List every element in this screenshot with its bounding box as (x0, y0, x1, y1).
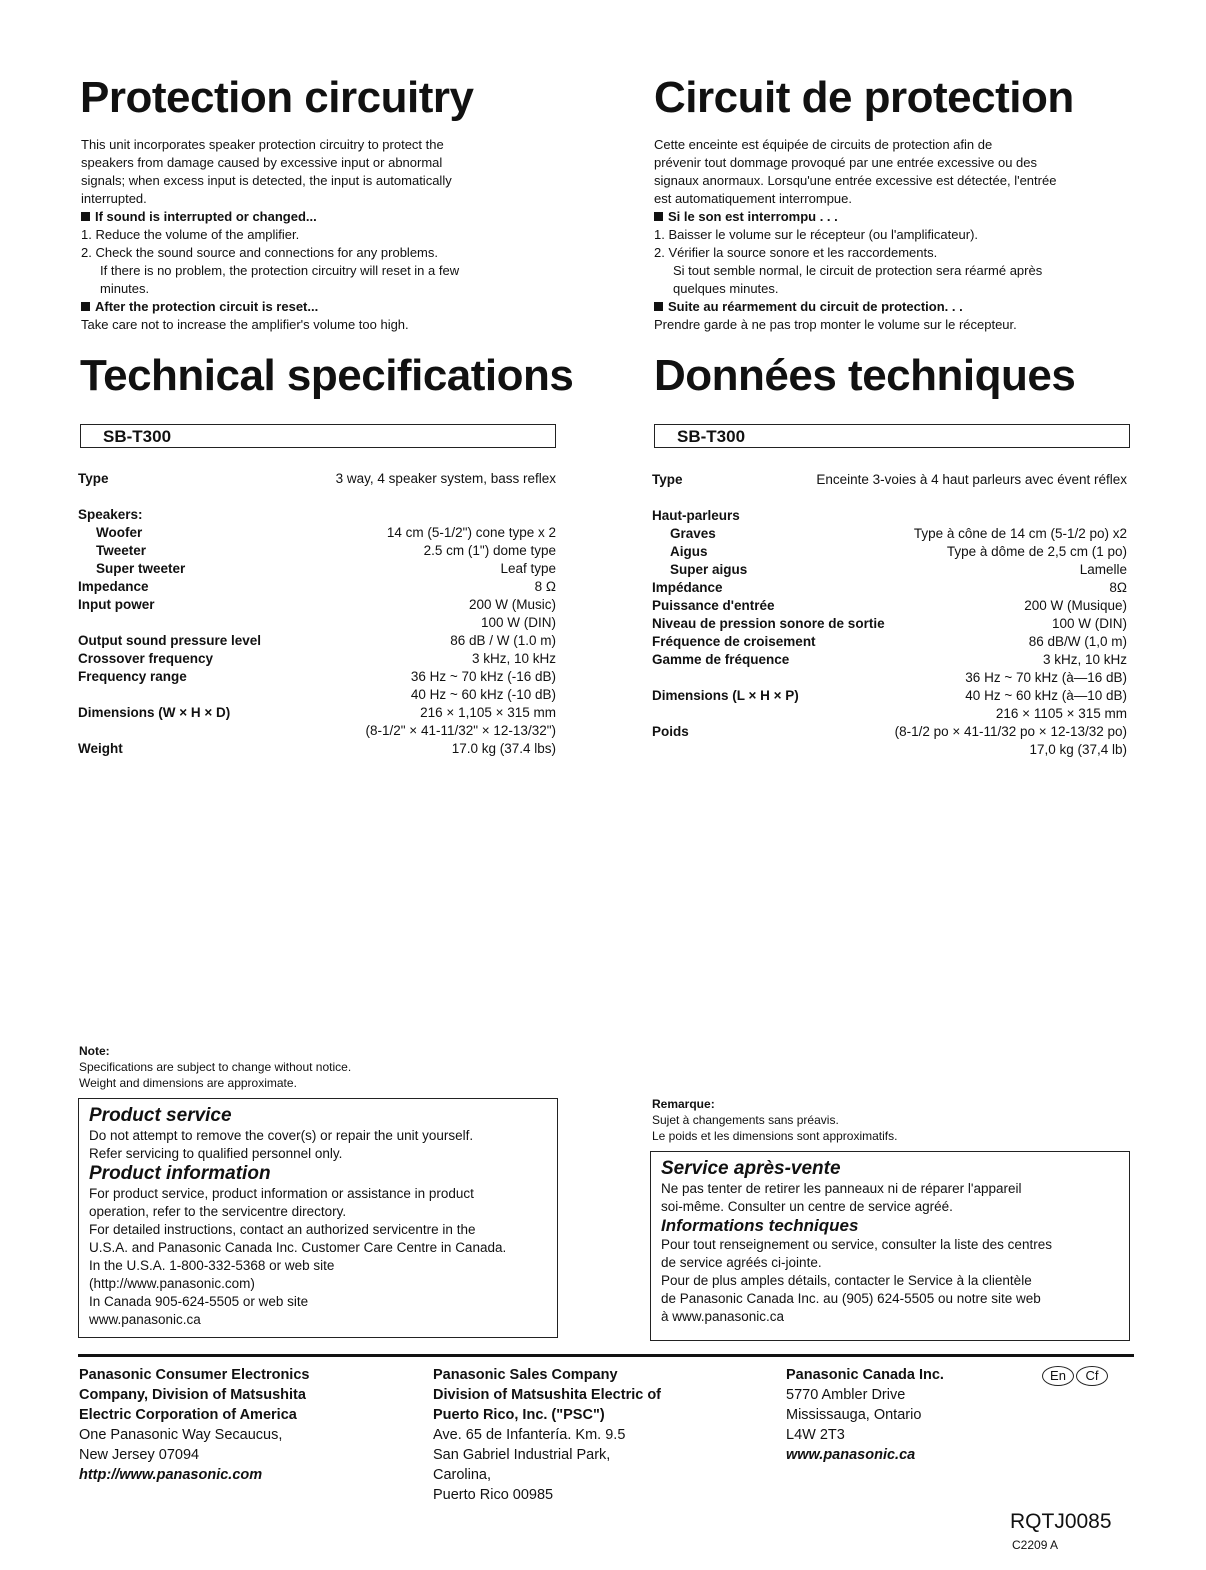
spec-row: Fréquence de croisement 86 dB/W (1,0 m) (652, 634, 1127, 649)
address-line: Ave. 65 de Infantería. Km. 9.5 (433, 1427, 626, 1443)
step-line: 1. Baisser le volume sur le récepteur (ou l'amplificateur). (654, 227, 979, 242)
info-line: operation, refer to the servicentre directory. (89, 1204, 347, 1219)
spec-row: Gamme de fréquence 3 kHz, 10 kHz (652, 652, 1127, 667)
address-line: 5770 Ambler Drive (786, 1387, 906, 1403)
step-line: minutes. (100, 281, 150, 296)
model-box-en: SB-T300 (80, 424, 556, 448)
website-link[interactable]: http://www.panasonic.com (79, 1467, 263, 1483)
french-canadian-badge-icon: Cf (1076, 1366, 1108, 1386)
specs-title-fr: Données techniques (654, 351, 1076, 400)
spec-row: Weight 17.0 kg (37.4 lbs) (78, 741, 556, 756)
spec-row: Frequency range 36 Hz ~ 70 kHz (-16 dB) (78, 669, 556, 684)
spec-table-en (78, 470, 556, 758)
language-badges (1040, 1366, 1108, 1386)
spec-row: Output sound pressure level 86 dB / W (1.0 m) (78, 633, 556, 648)
intro-line: est automatiquement interrompue. (654, 191, 852, 206)
company-name-line: Puerto Rico, Inc. ("PSC") (433, 1407, 605, 1423)
spec-row: 216 × 1105 × 315 mm (995, 706, 1127, 721)
info-line: de service agréés ci-jointe. (661, 1255, 822, 1270)
note-line: Le poids et les dimensions sont approximatifs. (652, 1129, 898, 1143)
step-line: 2. Check the sound source and connections for any problems. (81, 245, 438, 260)
spec-row: Super aigus Lamelle (670, 562, 1127, 577)
intro-line: Cette enceinte est équipée de circuits de protection afin de (654, 137, 993, 152)
info-title: Product information (89, 1163, 271, 1184)
bullet-square-icon (81, 302, 90, 311)
service-line: soi-même. Consulter un centre de service agréé. (661, 1199, 953, 1214)
spec-row: Woofer 14 cm (5-1/2") cone type x 2 (96, 525, 556, 540)
bullet-square-icon (654, 212, 663, 221)
note-en (79, 1043, 559, 1091)
spec-row: Impédance 8Ω (652, 580, 1127, 595)
step-line: Si tout semble normal, le circuit de protection sera réarmé après (673, 263, 1043, 278)
note-line: Specifications are subject to change without notice. (79, 1060, 352, 1074)
service-line: Refer servicing to qualified personnel only. (89, 1146, 343, 1161)
spec-row: 17,0 kg (37,4 lb) (1029, 742, 1127, 757)
protection-section-fr (654, 136, 1132, 334)
address-line: New Jersey 07094 (79, 1447, 200, 1463)
step-line: 2. Vérifier la source sonore et les raccordements. (654, 245, 938, 260)
footer-address-usa (79, 1365, 409, 1485)
info-line: U.S.A. and Panasonic Canada Inc. Customer Care Centre in Canada. (89, 1240, 507, 1255)
service-line: Ne pas tenter de retirer les panneaux ni de réparer l'appareil (661, 1181, 1022, 1196)
spec-row: Graves Type à cône de 14 cm (5-1/2 po) x2 (670, 526, 1127, 541)
info-title: Informations techniques (661, 1216, 859, 1235)
intro-line: interrupted. (81, 191, 147, 206)
specs-title-en: Technical specifications (80, 351, 574, 400)
footer-address-puerto-rico (433, 1365, 763, 1505)
spec-row: 40 Hz ~ 60 kHz (-10 dB) (410, 687, 556, 702)
service-title: Service après-vente (661, 1158, 841, 1179)
step-line: quelques minutes. (673, 281, 779, 296)
info-line: Pour tout renseignement ou service, consulter la liste des centres (661, 1237, 1052, 1252)
spec-row: Poids (8-1/2 po × 41-11/32 po × 12-13/32 po) (652, 724, 1127, 739)
spec-row: Dimensions (W × H × D) 216 × 1,105 × 315 mm (78, 705, 556, 720)
protection-title-fr: Circuit de protection (654, 73, 1074, 122)
spec-row: Speakers: (78, 507, 143, 522)
intro-line: This unit incorporates speaker protection circuitry to protect the (81, 137, 444, 152)
intro-line: speakers from damage caused by excessive input or abnormal (81, 155, 443, 170)
footer-address-canada (786, 1365, 1016, 1465)
note-label: Note: (79, 1044, 110, 1058)
step-line: 1. Reduce the volume of the amplifier. (81, 227, 300, 242)
spec-row: Haut-parleurs (652, 508, 740, 523)
address-line: Carolina, (433, 1467, 492, 1483)
spec-table-fr (652, 471, 1127, 759)
after-reset-text: Take care not to increase the amplifier's volume too high. (81, 317, 409, 332)
protection-heading: After the protection circuit is reset... (95, 299, 319, 314)
spec-row: 100 W (DIN) (480, 615, 556, 630)
info-line: In the U.S.A. 1-800-332-5368 or web site (89, 1258, 335, 1273)
spec-row: Type 3 way, 4 speaker system, bass reflex (78, 471, 556, 486)
website-link[interactable]: www.panasonic.ca (786, 1447, 916, 1463)
spec-row: 36 Hz ~ 70 kHz (à—16 dB) (965, 670, 1127, 685)
company-name-line: Company, Division of Matsushita (79, 1387, 306, 1403)
company-name-line: Panasonic Canada Inc. (786, 1367, 944, 1383)
info-line: For product service, product information or assistance in product (89, 1186, 474, 1201)
spec-row: Niveau de pression sonore de sortie 100 W (DIN) (652, 616, 1127, 631)
after-reset-text: Prendre garde à ne pas trop monter le volume sur le récepteur. (654, 317, 1017, 332)
protection-heading: Si le son est interrompu . . . (668, 209, 838, 224)
note-label: Remarque: (652, 1097, 715, 1111)
product-service-box-fr (650, 1151, 1130, 1341)
info-line: www.panasonic.ca (89, 1312, 201, 1327)
info-line: For detailed instructions, contact an authorized servicentre in the (89, 1222, 476, 1237)
info-line: à www.panasonic.ca (661, 1309, 785, 1324)
protection-heading: Suite au réarmement du circuit de protection. . . (668, 299, 963, 314)
spec-row: Tweeter 2.5 cm (1") dome type (96, 543, 556, 558)
intro-line: signals; when excess input is detected, the input is automatically (81, 173, 452, 188)
spec-row: Input power 200 W (Music) (78, 597, 556, 612)
bullet-square-icon (81, 212, 90, 221)
address-line: One Panasonic Way Secaucus, (79, 1427, 283, 1443)
protection-heading: If sound is interrupted or changed... (95, 209, 317, 224)
address-line: Puerto Rico 00985 (433, 1487, 554, 1503)
step-line: If there is no problem, the protection circuitry will reset in a few (100, 263, 460, 278)
address-line: Mississauga, Ontario (786, 1407, 922, 1423)
model-box-fr: SB-T300 (654, 424, 1130, 448)
company-name-line: Division of Matsushita Electric of (433, 1387, 662, 1403)
spec-row: Puissance d'entrée 200 W (Musique) (652, 598, 1127, 613)
info-line: In Canada 905-624-5505 or web site (89, 1294, 309, 1309)
company-name-line: Electric Corporation of America (79, 1407, 297, 1423)
service-line: Do not attempt to remove the cover(s) or repair the unit yourself. (89, 1128, 474, 1143)
note-line: Weight and dimensions are approximate. (79, 1076, 297, 1090)
service-title: Product service (89, 1105, 232, 1126)
spec-row: Super tweeter Leaf type (96, 561, 556, 576)
protection-section-en (81, 136, 566, 334)
note-line: Sujet à changements sans préavis. (652, 1113, 839, 1127)
spec-row: Aigus Type à dôme de 2,5 cm (1 po) (670, 544, 1127, 559)
bullet-square-icon (654, 302, 663, 311)
spec-row: Impedance 8 Ω (78, 579, 556, 594)
company-name-line: Panasonic Consumer Electronics (79, 1367, 310, 1383)
document-code: RQTJ0085 (1010, 1510, 1112, 1533)
spec-row: Type Enceinte 3-voies à 4 haut parleurs avec évent réflex (652, 472, 1127, 487)
info-line: de Panasonic Canada Inc. au (905) 624-5505 ou notre site web (661, 1291, 1041, 1306)
footer-divider (78, 1354, 1134, 1357)
intro-line: signaux anormaux. Lorsqu'une entrée excessive est détectée, l'entrée (654, 173, 1057, 188)
spec-row: Dimensions (L × H × P) 40 Hz ~ 60 kHz (à—10 dB) (652, 688, 1127, 703)
note-fr (652, 1096, 1122, 1144)
intro-line: prévenir tout dommage provoqué par une entrée excessive ou des (654, 155, 1038, 170)
address-line: San Gabriel Industrial Park, (433, 1447, 611, 1463)
english-badge-icon: En (1042, 1366, 1074, 1386)
company-name-line: Panasonic Sales Company (433, 1367, 618, 1383)
protection-title-en: Protection circuitry (80, 73, 474, 122)
address-line: L4W 2T3 (786, 1427, 845, 1443)
product-service-box-en (78, 1098, 558, 1338)
print-code: C2209 A (1012, 1538, 1059, 1552)
spec-row: (8-1/2" × 41-11/32" × 12-13/32") (365, 723, 556, 738)
info-line: (http://www.panasonic.com) (89, 1276, 255, 1291)
info-line: Pour de plus amples détails, contacter le Service à la clientèle (661, 1273, 1032, 1288)
spec-row: Crossover frequency 3 kHz, 10 kHz (78, 651, 556, 666)
